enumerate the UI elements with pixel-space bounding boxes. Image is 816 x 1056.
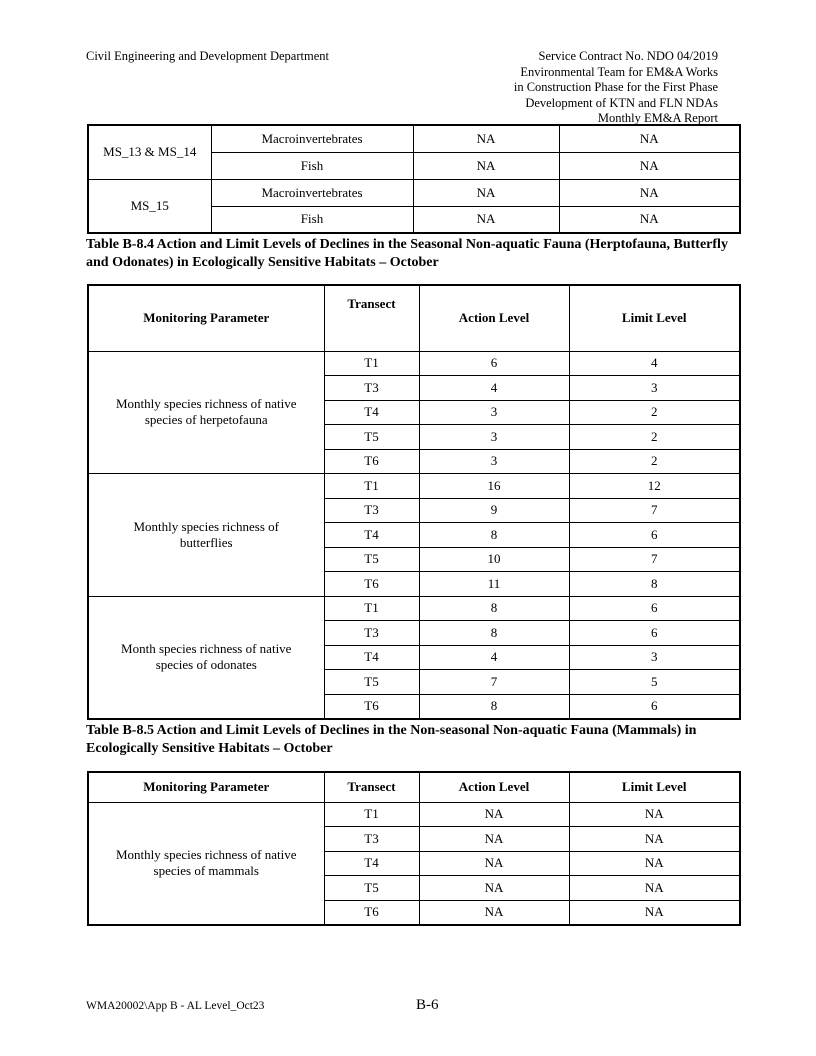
limit-cell: 7: [569, 498, 740, 523]
header-right-line: Monthly EM&A Report: [597, 111, 718, 125]
limit-cell: 4: [569, 351, 740, 376]
table-header-row: [88, 285, 740, 351]
table-caption-b85: Table B-8.5 Action and Limit Levels of Declines in the Non-seasonal Non-aquatic Fauna (Mammals) in Ecologically Sensitive Habitats – October: [86, 723, 697, 756]
transect-cell: T5: [324, 425, 419, 450]
action-cell: NA: [419, 827, 569, 852]
limit-cell: NA: [569, 876, 740, 901]
transect-cell: T6: [324, 900, 419, 925]
table-row: [88, 125, 740, 152]
header-action: Action Level: [419, 772, 569, 802]
limit-cell: 6: [569, 523, 740, 548]
limit-cell: 6: [569, 694, 740, 719]
table-b85: [87, 771, 741, 926]
header-right-line: Environmental Team for EM&A Works: [520, 64, 718, 79]
footer-file-reference: WMA20002\App B - AL Level_Oct23: [86, 1000, 265, 1012]
transect-cell: T3: [324, 376, 419, 401]
action-cell: NA: [413, 152, 559, 179]
limit-cell: NA: [559, 125, 740, 152]
action-cell: NA: [413, 179, 559, 206]
header-right-line: in Construction Phase for the First Phase: [513, 80, 718, 94]
header-right-line: Service Contract No. NDO 04/2019: [538, 49, 718, 63]
action-cell: NA: [419, 900, 569, 925]
transect-cell: T4: [324, 523, 419, 548]
parameter-cell: Macroinvertebrates: [211, 179, 413, 206]
transect-cell: T1: [324, 351, 419, 376]
transect-cell: T3: [324, 621, 419, 646]
limit-cell: 3: [569, 645, 740, 670]
transect-cell: T1: [324, 596, 419, 621]
limit-cell: 8: [569, 572, 740, 597]
header-left: Civil Engineering and Development Department: [86, 49, 329, 63]
table-row: [88, 474, 740, 499]
station-cell: MS_13 & MS_14: [88, 125, 211, 179]
table-header-row: [88, 772, 740, 802]
action-cell: 4: [419, 376, 569, 401]
parameter-cell: Monthly species richness of native species of mammals: [88, 802, 324, 925]
limit-cell: 2: [569, 425, 740, 450]
action-cell: 3: [419, 400, 569, 425]
transect-cell: T5: [324, 876, 419, 901]
limit-cell: 3: [569, 376, 740, 401]
header-action: Action Level: [419, 285, 569, 351]
parameter-cell: Macroinvertebrates: [211, 125, 413, 152]
limit-cell: 6: [569, 621, 740, 646]
transect-cell: T3: [324, 498, 419, 523]
limit-cell: 2: [569, 400, 740, 425]
transect-cell: T6: [324, 694, 419, 719]
limit-cell: NA: [569, 900, 740, 925]
limit-cell: 5: [569, 670, 740, 695]
action-cell: NA: [419, 851, 569, 876]
transect-cell: T4: [324, 400, 419, 425]
table-top: [87, 124, 741, 234]
parameter-cell: Monthly species richness of native species of herpetofauna: [88, 351, 324, 474]
table-row: [88, 802, 740, 827]
header-right-line: Development of KTN and FLN NDAs: [525, 95, 718, 110]
limit-cell: NA: [559, 152, 740, 179]
parameter-cell: Monthly species richness of butterflies: [88, 474, 324, 597]
parameter-cell: Month species richness of native species of odonates: [88, 596, 324, 719]
limit-cell: 2: [569, 449, 740, 474]
action-cell: 16: [419, 474, 569, 499]
action-cell: NA: [413, 125, 559, 152]
station-cell: MS_15: [88, 179, 211, 233]
action-cell: 4: [419, 645, 569, 670]
parameter-cell: Fish: [211, 152, 413, 179]
action-cell: 8: [419, 596, 569, 621]
action-cell: 9: [419, 498, 569, 523]
table-row: [88, 351, 740, 376]
table-row: [88, 596, 740, 621]
header-parameter: Monitoring Parameter: [88, 285, 324, 351]
action-cell: 3: [419, 425, 569, 450]
action-cell: NA: [419, 802, 569, 827]
action-cell: 8: [419, 694, 569, 719]
limit-cell: 6: [569, 596, 740, 621]
transect-cell: T5: [324, 670, 419, 695]
limit-cell: NA: [569, 827, 740, 852]
action-cell: 8: [419, 621, 569, 646]
action-cell: 6: [419, 351, 569, 376]
header-limit: Limit Level: [569, 285, 740, 351]
transect-cell: T4: [324, 851, 419, 876]
transect-cell: T1: [324, 474, 419, 499]
action-cell: 11: [419, 572, 569, 597]
transect-cell: T4: [324, 645, 419, 670]
parameter-cell: Fish: [211, 206, 413, 233]
transect-cell: T3: [324, 827, 419, 852]
header-transect: Transect: [324, 772, 419, 802]
action-cell: NA: [413, 206, 559, 233]
transect-cell: T6: [324, 572, 419, 597]
limit-cell: NA: [569, 802, 740, 827]
limit-cell: NA: [559, 179, 740, 206]
action-cell: 7: [419, 670, 569, 695]
action-cell: NA: [419, 876, 569, 901]
limit-cell: 7: [569, 547, 740, 572]
transect-cell: T1: [324, 802, 419, 827]
table-row: [88, 179, 740, 206]
action-cell: 10: [419, 547, 569, 572]
limit-cell: 12: [569, 474, 740, 499]
table-b84: [87, 284, 741, 720]
action-cell: 3: [419, 449, 569, 474]
action-cell: 8: [419, 523, 569, 548]
limit-cell: NA: [559, 206, 740, 233]
transect-cell: T6: [324, 449, 419, 474]
limit-cell: NA: [569, 851, 740, 876]
table-caption-b84: Table B-8.4 Action and Limit Levels of Declines in the Seasonal Non-aquatic Fauna (Herptofauna, Butterfly and Odonates) in Ecologically Sensitive Habitats – October: [86, 237, 728, 270]
page-number: B-6: [416, 997, 439, 1013]
transect-cell: T5: [324, 547, 419, 572]
header-parameter: Monitoring Parameter: [88, 772, 324, 802]
header-right: [514, 49, 718, 127]
header-limit: Limit Level: [569, 772, 740, 802]
header-transect: Transect: [324, 285, 419, 351]
